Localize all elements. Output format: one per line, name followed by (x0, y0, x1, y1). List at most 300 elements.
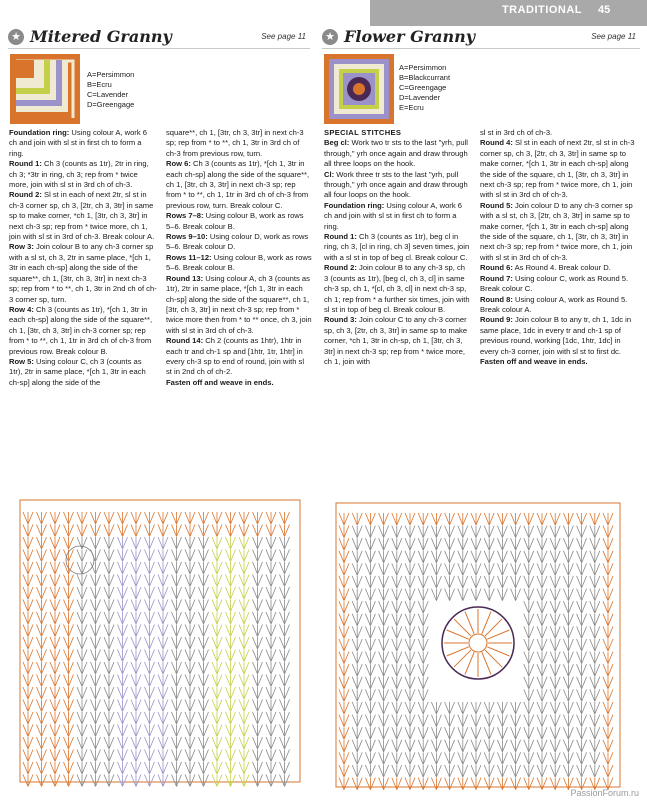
stitch-symbol (145, 525, 150, 537)
stitch-symbol (104, 712, 109, 724)
stitch-symbol (445, 526, 450, 538)
colour-key-item: B=Ecru (87, 80, 112, 89)
stitch-symbol (563, 652, 568, 664)
stitch-symbol (244, 600, 249, 612)
stitch-symbol (158, 637, 163, 649)
stitch-symbol (379, 639, 384, 651)
stitch-symbol (463, 702, 468, 714)
stitch-symbol (529, 639, 534, 651)
stitch-symbol (516, 765, 521, 777)
stitch-symbol (352, 513, 357, 525)
stitch-symbol (379, 589, 384, 601)
stitch-symbol (450, 740, 455, 752)
stitch-symbol (158, 675, 163, 687)
stitch-symbol (516, 576, 521, 588)
stitch-symbol (365, 752, 370, 764)
stitch-symbol (392, 601, 397, 613)
stitch-symbol (23, 587, 28, 599)
stitch-symbol (226, 762, 231, 774)
stitch-symbol (244, 662, 249, 674)
stitch-symbol (392, 526, 397, 538)
stitch-symbol (550, 589, 555, 601)
stitch-symbol (423, 626, 428, 638)
instruction-text: Join colour B to any tr, ch 1, 1dc in same place, 1dc in every tr and ch-1 sp of previous round, working [1dc, 1htr, 1dc] in every ch-3 corner, join with sl st to first dc. (480, 315, 632, 356)
stitch-symbol (458, 538, 463, 550)
stitch-symbol (582, 752, 587, 764)
stitch-symbol (82, 600, 87, 612)
stitch-symbol (344, 689, 349, 701)
stitch-symbol (190, 700, 195, 712)
stitch-symbol (344, 752, 349, 764)
stitch-symbol (96, 687, 101, 699)
stitch-symbol (603, 538, 608, 550)
stitch-symbol (118, 562, 123, 574)
stitch-symbol (82, 637, 87, 649)
stitch-symbol (339, 551, 344, 563)
stitch-symbol (392, 702, 397, 714)
stitch-symbol (123, 562, 128, 574)
stitch-symbol (280, 737, 285, 749)
stitch-symbol (542, 551, 547, 563)
stitch-symbol (131, 650, 136, 662)
stitch-symbol (410, 689, 415, 701)
stitch-symbol (55, 700, 60, 712)
stitch-symbol (392, 740, 397, 752)
stitch-symbol (23, 662, 28, 674)
stitch-symbol (423, 727, 428, 739)
stitch-symbol (436, 702, 441, 714)
stitch-symbol (524, 752, 529, 764)
stitch-symbol (109, 675, 114, 687)
stitch-symbol (339, 626, 344, 638)
stitch-symbol (91, 712, 96, 724)
stitch-symbol (172, 750, 177, 762)
stitch-symbol (109, 712, 114, 724)
stitch-symbol (511, 740, 516, 752)
stitch-symbol (212, 737, 217, 749)
stitch-symbol (185, 637, 190, 649)
stitch-symbol (608, 513, 613, 525)
stitch-symbol (352, 626, 357, 638)
stitch-symbol (608, 752, 613, 764)
stitch-symbol (568, 601, 573, 613)
stitch-symbol (55, 562, 60, 574)
stitch-symbol (529, 727, 534, 739)
stitch-symbol (131, 762, 136, 774)
stitch-symbol (436, 765, 441, 777)
stitch-symbol (339, 702, 344, 714)
stitch-symbol (582, 551, 587, 563)
stitch-symbol (590, 639, 595, 651)
stitch-symbol (231, 762, 236, 774)
stitch-symbol (445, 715, 450, 727)
stitch-symbol (563, 727, 568, 739)
stitch-symbol (96, 650, 101, 662)
stitch-symbol (357, 614, 362, 626)
stitch-symbol (537, 576, 542, 588)
stitch-symbol (608, 538, 613, 550)
stitch-symbol (450, 563, 455, 575)
stitch-symbol (69, 737, 74, 749)
stitch-symbol (476, 551, 481, 563)
stitch-symbol (555, 626, 560, 638)
stitch-symbol (199, 512, 204, 524)
stitch-symbol (524, 538, 529, 550)
stitch-symbol (285, 537, 290, 549)
stitch-symbol (136, 587, 141, 599)
stitch-symbol (231, 750, 236, 762)
stitch-symbol (199, 587, 204, 599)
stitch-symbol (502, 727, 507, 739)
stitch-symbol (226, 662, 231, 674)
stitch-symbol (185, 600, 190, 612)
stitch-symbol (450, 526, 455, 538)
stitch-symbol (239, 550, 244, 562)
stitch-symbol (489, 538, 494, 550)
stitch-symbol (37, 550, 42, 562)
stitch-symbol (23, 537, 28, 549)
stitch-symbol (271, 687, 276, 699)
stitch-symbol (497, 715, 502, 727)
stitch-symbol (516, 778, 521, 790)
stitch-symbol (23, 550, 28, 562)
stitch-symbol (123, 650, 128, 662)
stitch-symbol (150, 712, 155, 724)
stitch-symbol (603, 513, 608, 525)
stitch-symbol (217, 700, 222, 712)
stitch-symbol (502, 765, 507, 777)
stitch-symbol (397, 513, 402, 525)
stitch-symbol (69, 650, 74, 662)
instruction-step-label: Round 1: (324, 232, 357, 242)
stitch-symbol (118, 587, 123, 599)
stitch-symbol (365, 589, 370, 601)
stitch-symbol (280, 587, 285, 599)
stitch-symbol (37, 650, 42, 662)
stitch-symbol (280, 512, 285, 524)
stitch-symbol (410, 626, 415, 638)
stitch-symbol (397, 740, 402, 752)
stitch-symbol (244, 750, 249, 762)
stitch-symbol (109, 775, 114, 787)
stitch-symbol (42, 625, 47, 637)
stitch-symbol (568, 589, 573, 601)
stitch-symbol (384, 727, 389, 739)
stitch-symbol (226, 687, 231, 699)
stitch-symbol (23, 712, 28, 724)
stitch-symbol (271, 762, 276, 774)
stitch-symbol (370, 765, 375, 777)
stitch-symbol (431, 526, 436, 538)
stitch-symbol (266, 737, 271, 749)
stitch-symbol (91, 687, 96, 699)
stitch-symbol (42, 750, 47, 762)
stitch-symbol (410, 513, 415, 525)
stitch-symbol (436, 589, 441, 601)
stitch-symbol (542, 589, 547, 601)
stitch-symbol (55, 537, 60, 549)
stitch-symbol (150, 575, 155, 587)
stitch-symbol (582, 740, 587, 752)
stitch-symbol (392, 677, 397, 689)
stitch-symbol (150, 762, 155, 774)
stitch-symbol (271, 625, 276, 637)
stitch-symbol (418, 526, 423, 538)
stitch-symbol (226, 550, 231, 562)
stitch-symbol (484, 551, 489, 563)
stitch-symbol (37, 512, 42, 524)
stitch-symbol (365, 601, 370, 613)
stitch-symbol (555, 513, 560, 525)
stitch-symbol (50, 512, 55, 524)
instruction-step-label: Row 4: (9, 304, 34, 314)
stitch-symbol (608, 715, 613, 727)
stitch-symbol (423, 639, 428, 651)
stitch-symbol (104, 687, 109, 699)
stitch-symbol (91, 675, 96, 687)
stitch-symbol (577, 589, 582, 601)
stitch-symbol (582, 576, 587, 588)
stitch-symbol (344, 652, 349, 664)
stitch-symbol (590, 601, 595, 613)
stitch-symbol (563, 526, 568, 538)
stitch-symbol (489, 778, 494, 790)
stitch-symbol (37, 562, 42, 574)
stitch-symbol (109, 625, 114, 637)
stitch-symbol (582, 563, 587, 575)
stitch-symbol (158, 700, 163, 712)
stitch-symbol (542, 513, 547, 525)
stitch-symbol (104, 650, 109, 662)
stitch-symbol (410, 702, 415, 714)
stitch-symbol (190, 687, 195, 699)
stitch-symbol (405, 576, 410, 588)
stitch-symbol (339, 727, 344, 739)
stitch-symbol (370, 551, 375, 563)
stitch-symbol (344, 664, 349, 676)
stitch-symbol (199, 662, 204, 674)
instruction-paragraph (166, 232, 312, 253)
stitch-symbol (77, 737, 82, 749)
stitch-symbol (199, 637, 204, 649)
stitch-symbol (436, 727, 441, 739)
stitch-symbol (555, 677, 560, 689)
instruction-text: Ch 3 (counts as 1tr), 2tr in ring, ch 3; *3tr in ring, ch 3; rep from * twice more, join with sl st in 3rd ch of ch-3. (9, 159, 149, 190)
stitch-symbol (177, 575, 182, 587)
stitch-symbol (64, 675, 69, 687)
stitch-symbol (516, 752, 521, 764)
stitch-symbol (370, 778, 375, 790)
stitch-symbol (489, 551, 494, 563)
stitch-symbol (231, 725, 236, 737)
stitch-symbol (77, 762, 82, 774)
stitch-symbol (436, 513, 441, 525)
stitch-symbol (384, 664, 389, 676)
instruction-step-label: Round 13: (166, 273, 204, 283)
stitch-symbol (42, 687, 47, 699)
stitch-symbol (577, 513, 582, 525)
stitch-symbol (109, 600, 114, 612)
stitch-symbol (82, 587, 87, 599)
stitch-symbol (542, 626, 547, 638)
stitch-symbol (450, 752, 455, 764)
stitch-symbol (204, 512, 209, 524)
stitch-symbol (199, 737, 204, 749)
stitch-symbol (96, 675, 101, 687)
stitch-symbol (23, 775, 28, 787)
stitch-symbol (50, 550, 55, 562)
stitch-symbol (217, 575, 222, 587)
stitch-symbol (365, 740, 370, 752)
stitch-symbol (537, 626, 542, 638)
stitch-symbol (96, 575, 101, 587)
stitch-symbol (568, 576, 573, 588)
stitch-symbol (42, 637, 47, 649)
stitch-symbol (603, 589, 608, 601)
stitch-symbol (28, 562, 33, 574)
stitch-symbol (50, 762, 55, 774)
stitch-symbol (370, 576, 375, 588)
flower-petal-symbol (454, 619, 471, 636)
stitch-symbol (28, 587, 33, 599)
stitch-symbol (258, 600, 263, 612)
stitch-symbol (69, 600, 74, 612)
stitch-symbol (145, 637, 150, 649)
stitch-symbol (217, 600, 222, 612)
stitch-symbol (23, 612, 28, 624)
stitch-symbol (239, 600, 244, 612)
stitch-symbol (226, 675, 231, 687)
stitch-symbol (37, 662, 42, 674)
stitch-symbol (163, 762, 168, 774)
stitch-symbol (96, 612, 101, 624)
stitch-symbol (397, 589, 402, 601)
stitch-symbol (524, 563, 529, 575)
stitch-symbol (550, 702, 555, 714)
stitch-symbol (370, 563, 375, 575)
stitch-symbol (185, 700, 190, 712)
stitch-symbol (172, 712, 177, 724)
stitch-symbol (471, 551, 476, 563)
stitch-symbol (524, 513, 529, 525)
instruction-step-label: Fasten off and weave in ends. (166, 377, 274, 387)
stitch-symbol (339, 652, 344, 664)
instruction-step-label: Round 3: (324, 315, 357, 325)
stitch-symbol (608, 727, 613, 739)
stitch-symbol (516, 589, 521, 601)
stitch-symbol (423, 601, 428, 613)
stitch-symbol (271, 700, 276, 712)
stitch-symbol (577, 601, 582, 613)
stitch-symbol (397, 526, 402, 538)
stitch-symbol (239, 625, 244, 637)
stitch-symbol (28, 750, 33, 762)
stitch-symbol (239, 700, 244, 712)
stitch-symbol (379, 551, 384, 563)
stitch-symbol (550, 639, 555, 651)
stitch-symbol (109, 700, 114, 712)
stitch-symbol (185, 537, 190, 549)
stitch-symbol (431, 715, 436, 727)
stitch-symbol (244, 637, 249, 649)
stitch-symbol (370, 752, 375, 764)
stitch-symbol (163, 750, 168, 762)
stitch-symbol (145, 725, 150, 737)
stitch-symbol (568, 639, 573, 651)
stitch-symbol (280, 662, 285, 674)
stitch-symbol (258, 637, 263, 649)
stitch-symbol (258, 687, 263, 699)
stitch-symbol (64, 600, 69, 612)
stitch-symbol (397, 715, 402, 727)
stitch-symbol (285, 562, 290, 574)
stitch-symbol (590, 513, 595, 525)
instruction-paragraph (324, 201, 470, 232)
stitch-symbol (244, 562, 249, 574)
flower-petal-symbol (482, 612, 491, 634)
stitch-symbol (529, 626, 534, 638)
stitch-symbol (370, 538, 375, 550)
stitch-symbol (542, 715, 547, 727)
stitch-symbol (231, 512, 236, 524)
stitch-symbol (392, 513, 397, 525)
stitch-symbol (158, 562, 163, 574)
colour-key (87, 70, 134, 110)
stitch-symbol (550, 576, 555, 588)
stitch-symbol (392, 563, 397, 575)
stitch-symbol (37, 612, 42, 624)
stitch-symbol (150, 612, 155, 624)
stitch-symbol (577, 752, 582, 764)
stitch-symbol (542, 765, 547, 777)
stitch-symbol (177, 725, 182, 737)
stitch-symbol (370, 652, 375, 664)
instruction-text: Join colour D to any ch-3 corner sp with a sl st, ch 3, [2tr, ch 3, 3tr] in same sp to make corner, *[ch 1, 3tr in each ch-sp] along the side of the square, ch 1, [3tr, ch 3, 3tr] in next ch-3 sp; rep from * twice more, ch 1, join with sl st in 3rd ch of ch-3. (480, 200, 633, 262)
stitch-symbol (185, 575, 190, 587)
stitch-symbol (397, 601, 402, 613)
stitch-symbol (42, 562, 47, 574)
stitch-symbol (50, 662, 55, 674)
stitch-symbol (436, 715, 441, 727)
stitch-symbol (204, 737, 209, 749)
stitch-symbol (471, 765, 476, 777)
stitch-symbol (23, 725, 28, 737)
instruction-step-label: Cl: (324, 169, 335, 179)
stitch-symbol (91, 525, 96, 537)
stitch-symbol (50, 587, 55, 599)
stitch-symbol (436, 778, 441, 790)
stitch-symbol (150, 625, 155, 637)
stitch-symbol (82, 725, 87, 737)
stitch-symbol (529, 614, 534, 626)
instruction-paragraph (166, 211, 312, 232)
stitch-symbol (28, 612, 33, 624)
stitch-symbol (199, 562, 204, 574)
stitch-symbol (603, 727, 608, 739)
stitch-symbol (158, 737, 163, 749)
stitch-symbol (204, 650, 209, 662)
stitch-symbol (280, 525, 285, 537)
stitch-symbol (131, 712, 136, 724)
stitch-symbol (96, 725, 101, 737)
stitch-symbol (384, 639, 389, 651)
stitch-symbol (109, 525, 114, 537)
stitch-symbol (405, 589, 410, 601)
stitch-symbol (69, 625, 74, 637)
stitch-symbol (352, 740, 357, 752)
stitch-symbol (258, 737, 263, 749)
stitch-symbol (339, 689, 344, 701)
